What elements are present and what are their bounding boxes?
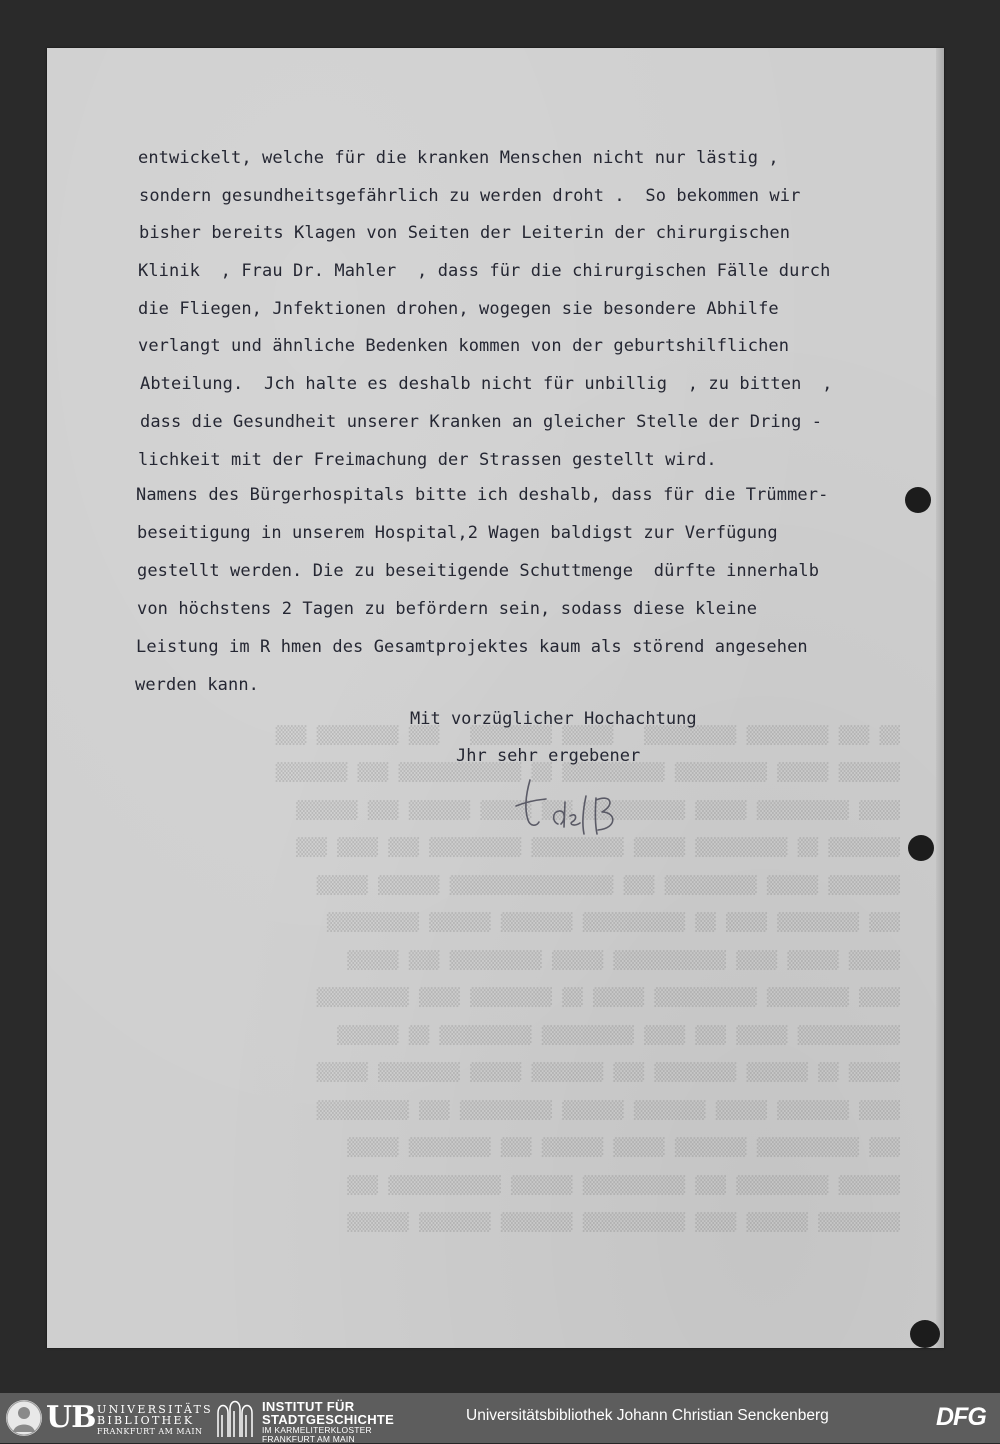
text-line: beseitigung in unserem Hospital,2 Wagen baldigst zur Verfügung xyxy=(137,523,778,543)
text-line: gestellt werden. Die zu beseitigende Schuttmenge dürfte innerhalb xyxy=(137,561,820,581)
text-line: die Fliegen, Jnfektionen drohen, wogegen sie besondere Abhilfe xyxy=(138,299,779,319)
institute-name-line: IM KARMELITERKLOSTER xyxy=(262,1425,372,1435)
text-line: entwickelt, welche für die kranken Menschen nicht nur lästig , xyxy=(138,148,779,168)
punch-hole xyxy=(908,835,934,861)
text-line: Abteilung. Jch halte es deshalb nicht für unbillig , zu bitten , xyxy=(140,374,833,394)
institute-name-line: STADTGESCHICHTE xyxy=(262,1412,395,1427)
ub-name-line: FRANKFURT AM MAIN xyxy=(97,1427,203,1436)
university-seal-icon xyxy=(6,1400,42,1436)
punch-hole xyxy=(905,487,931,513)
page-edge xyxy=(936,48,944,1348)
ub-logo-letters: UB xyxy=(46,1400,96,1435)
library-name: Universitätsbibliothek Johann Christian Senckenberg xyxy=(466,1407,829,1424)
torn-corner xyxy=(910,1320,940,1348)
text-line: werden kann. xyxy=(135,675,260,695)
institute-name-line: FRANKFURT AM MAIN xyxy=(262,1434,355,1444)
institute-arches-icon xyxy=(214,1397,256,1439)
ub-name-line: UNIVERSITÄTS xyxy=(97,1403,213,1416)
institute-name xyxy=(262,1400,394,1444)
text-line: verlangt und ähnliche Bedenken kommen von der geburtshilflichen xyxy=(138,336,790,356)
text-line: von höchstens 2 Tagen zu befördern sein, sodass diese kleine xyxy=(137,599,758,619)
text-line: lichkeit mit der Freimachung der Strassen gestellt wird. xyxy=(138,450,717,470)
text-line: Leistung im R hmen des Gesamtprojektes kaum als störend angesehen xyxy=(136,637,808,657)
closing-sign-off: Jhr sehr ergebener xyxy=(456,746,641,766)
text-line: Namens des Bürgerhospitals bitte ich deshalb, dass für die Trümmer- xyxy=(136,485,829,505)
closing-greeting: Mit vorzüglicher Hochachtung xyxy=(410,709,697,729)
dfg-logo: DFG xyxy=(936,1403,986,1431)
handwritten-signature xyxy=(512,772,632,847)
text-line: bisher bereits Klagen von Seiten der Leiterin der chirurgischen xyxy=(139,223,791,243)
text-line: Klinik , Frau Dr. Mahler , dass für die chirurgischen Fälle durch xyxy=(138,261,831,281)
institute-name-line: INSTITUT FÜR xyxy=(262,1399,355,1414)
text-line: sondern gesundheitsgefährlich zu werden droht . So bekommen wir xyxy=(139,186,801,206)
ub-name-line: BIBLIOTHEK xyxy=(97,1414,195,1427)
ub-name xyxy=(97,1404,213,1437)
footer-bar xyxy=(0,1393,1000,1443)
text-line: dass die Gesundheit unserer Kranken an gleicher Stelle der Dring - xyxy=(140,412,823,432)
